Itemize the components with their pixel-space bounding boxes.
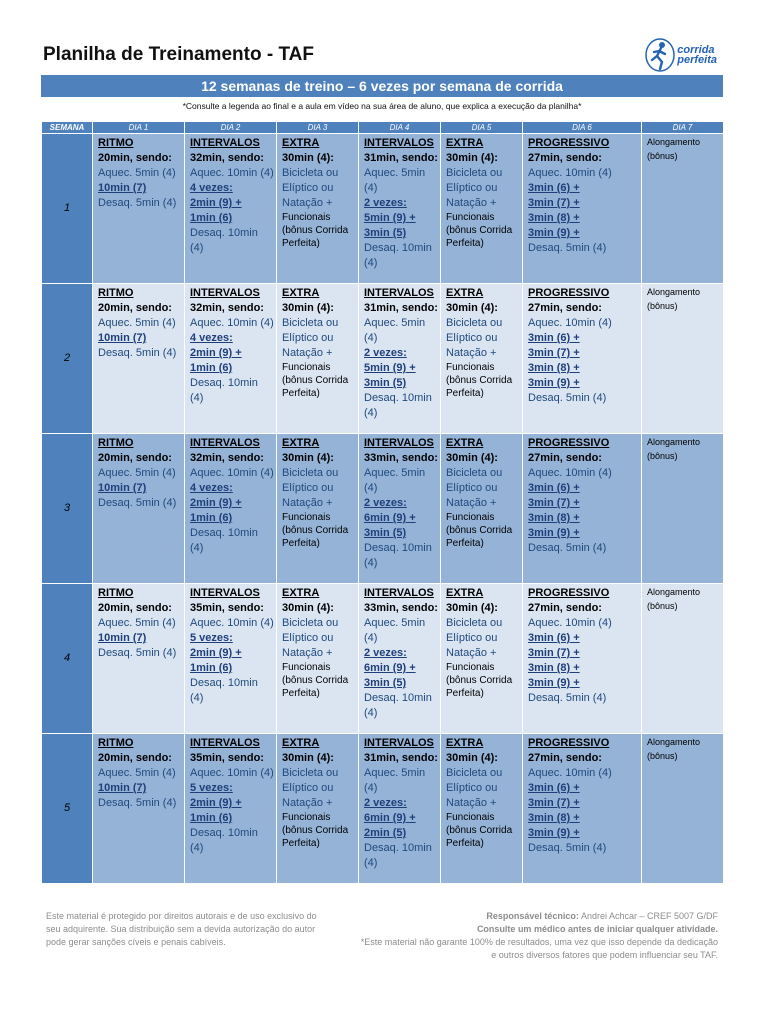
workout-line: Desaq. 10min (4) — [364, 542, 432, 569]
workout-line: 27min, sendo: — [528, 752, 602, 764]
day-cell-dia-1 — [93, 434, 185, 584]
workout-line: Aquec. 10min (4) — [528, 467, 612, 479]
day-cell-dia-1 — [93, 284, 185, 434]
workout-line: Funcionais — [446, 362, 495, 373]
day-cell-dia-3 — [277, 284, 359, 434]
workout-line: 3min (7) + — [528, 197, 580, 209]
workout-line: 2min (9) + — [190, 647, 242, 659]
workout-line: Aquec. 10min (4) — [190, 617, 274, 629]
workout-line: Funcionais — [282, 662, 331, 673]
workout-type: EXTRA — [446, 287, 484, 299]
workout-line: 2min (9) + — [190, 347, 242, 359]
workout-line: 4 vezes: — [190, 182, 233, 194]
workout-line: (bônus Corrida Perfeita) — [446, 675, 513, 699]
day-cell-dia-7 — [642, 284, 724, 434]
workout-line: 30min (4): — [282, 152, 334, 164]
training-table — [41, 121, 724, 884]
workout-line: 5min (9) + — [364, 212, 416, 224]
workout-line: Desaq. 10min (4) — [190, 377, 258, 404]
day-cell-dia-1 — [93, 134, 185, 284]
workout-line: 6min (9) + — [364, 812, 416, 824]
workout-line: 10min (7) — [98, 482, 147, 494]
workout-line: Desaq. 5min (4) — [528, 242, 607, 254]
workout-line: 3min (9) + — [528, 227, 580, 239]
workout-line: 31min, sendo: — [364, 152, 438, 164]
workout-type: EXTRA — [446, 587, 484, 599]
table-row — [42, 734, 724, 884]
workout-line: Bicicleta ou Elíptico ou Natação + — [282, 767, 339, 809]
stretching-bonus: Alongamento (bônus) — [647, 437, 701, 461]
workout-line: Desaq. 10min (4) — [190, 677, 258, 704]
workout-line: 2 vezes: — [364, 497, 407, 509]
column-header-dia-4: DIA 4 — [359, 122, 441, 134]
workout-line: Desaq. 10min (4) — [190, 827, 258, 854]
workout-line: Funcionais — [282, 362, 331, 373]
workout-line: 10min (7) — [98, 782, 147, 794]
workout-line: 10min (7) — [98, 332, 147, 344]
document-page — [41, 36, 723, 884]
workout-line: (bônus Corrida Perfeita) — [282, 225, 349, 249]
day-cell-dia-4 — [359, 434, 441, 584]
workout-line: 30min (4): — [282, 452, 334, 464]
workout-line: 3min (6) + — [528, 182, 580, 194]
day-cell-dia-5 — [441, 284, 523, 434]
workout-type: INTERVALOS — [364, 287, 434, 299]
workout-line: Funcionais — [446, 812, 495, 823]
workout-line: Aquec. 10min (4) — [528, 767, 612, 779]
table-row — [42, 134, 724, 284]
day-cell-dia-1 — [93, 734, 185, 884]
day-cell-dia-4 — [359, 734, 441, 884]
workout-line: 35min, sendo: — [190, 602, 264, 614]
workout-line: 3min (8) + — [528, 512, 580, 524]
corrida-perfeita-logo — [645, 38, 717, 72]
workout-line: 1min (6) — [190, 512, 233, 524]
workout-line: Bicicleta ou Elíptico ou Natação + — [446, 317, 503, 359]
workout-line: Desaq. 5min (4) — [98, 347, 177, 359]
workout-line: 3min (5) — [364, 377, 407, 389]
workout-type: RITMO — [98, 737, 134, 749]
workout-line: 20min, sendo: — [98, 602, 172, 614]
day-cell-dia-2 — [185, 284, 277, 434]
day-cell-dia-7 — [642, 584, 724, 734]
day-cell-dia-6 — [523, 134, 642, 284]
page-title: Planilha de Treinamento - TAF — [43, 44, 314, 65]
column-header-dia-2: DIA 2 — [185, 122, 277, 134]
workout-line: 27min, sendo: — [528, 602, 602, 614]
stretching-bonus: Alongamento (bônus) — [647, 287, 701, 311]
workout-line: Bicicleta ou Elíptico ou Natação + — [282, 167, 339, 209]
day-cell-dia-7 — [642, 134, 724, 284]
plan-banner: 12 semanas de treino – 6 vezes por semana de corrida — [41, 75, 723, 97]
workout-type: INTERVALOS — [190, 737, 260, 749]
document-header — [41, 36, 723, 74]
workout-line: Funcionais — [446, 662, 495, 673]
column-header-dia-7: DIA 7 — [642, 122, 724, 134]
workout-line: 30min (4): — [446, 452, 498, 464]
workout-line: 27min, sendo: — [528, 452, 602, 464]
workout-line: Funcionais — [446, 212, 495, 223]
workout-line: Desaq. 5min (4) — [528, 692, 607, 704]
workout-line: (bônus Corrida Perfeita) — [282, 525, 349, 549]
workout-type: EXTRA — [282, 437, 320, 449]
footer — [46, 910, 718, 962]
results-disclaimer: *Este material não garante 100% de resultados, uma vez que isso depende da dedicação e outros diversos fatores que podem influenciar seu TAF. — [360, 937, 718, 960]
workout-line: 3min (8) + — [528, 812, 580, 824]
workout-line: Desaq. 10min (4) — [190, 527, 258, 554]
workout-line: 10min (7) — [98, 632, 147, 644]
workout-line: 30min (4): — [282, 752, 334, 764]
workout-type: EXTRA — [446, 137, 484, 149]
workout-line: Desaq. 10min (4) — [364, 692, 432, 719]
workout-line: Funcionais — [282, 812, 331, 823]
workout-line: Aquec. 5min (4) — [364, 767, 426, 794]
workout-line: Bicicleta ou Elíptico ou Natação + — [282, 467, 339, 509]
workout-line: 35min, sendo: — [190, 752, 264, 764]
logo-word-2: perfeita — [677, 54, 717, 66]
workout-type: RITMO — [98, 137, 134, 149]
workout-line: 3min (6) + — [528, 482, 580, 494]
workout-line: 27min, sendo: — [528, 152, 602, 164]
workout-line: 2min (9) + — [190, 797, 242, 809]
workout-line: Bicicleta ou Elíptico ou Natação + — [282, 317, 339, 359]
day-cell-dia-3 — [277, 134, 359, 284]
workout-line: 31min, sendo: — [364, 752, 438, 764]
workout-line: 5 vezes: — [190, 782, 233, 794]
workout-line: 20min, sendo: — [98, 152, 172, 164]
workout-line: Aquec. 5min (4) — [364, 317, 426, 344]
week-number: 4 — [42, 584, 93, 734]
week-number: 5 — [42, 734, 93, 884]
workout-line: 3min (9) + — [528, 377, 580, 389]
workout-line: Desaq. 5min (4) — [98, 497, 177, 509]
week-number: 1 — [42, 134, 93, 284]
workout-line: Aquec. 5min (4) — [98, 317, 176, 329]
workout-type: INTERVALOS — [364, 587, 434, 599]
workout-line: 6min (9) + — [364, 512, 416, 524]
workout-line: 3min (5) — [364, 527, 407, 539]
workout-type: INTERVALOS — [364, 737, 434, 749]
workout-type: PROGRESSIVO — [528, 137, 610, 149]
table-header-row — [42, 122, 724, 134]
workout-line: (bônus Corrida Perfeita) — [446, 825, 513, 849]
day-cell-dia-4 — [359, 134, 441, 284]
workout-line: Bicicleta ou Elíptico ou Natação + — [446, 617, 503, 659]
workout-line: Aquec. 10min (4) — [528, 317, 612, 329]
workout-type: INTERVALOS — [364, 437, 434, 449]
workout-line: (bônus Corrida Perfeita) — [446, 525, 513, 549]
workout-type: RITMO — [98, 587, 134, 599]
workout-line: Funcionais — [446, 512, 495, 523]
day-cell-dia-7 — [642, 734, 724, 884]
workout-line: 30min (4): — [446, 302, 498, 314]
workout-type: INTERVALOS — [364, 137, 434, 149]
workout-line: Bicicleta ou Elíptico ou Natação + — [446, 167, 503, 209]
workout-type: EXTRA — [282, 737, 320, 749]
workout-line: 10min (7) — [98, 182, 147, 194]
workout-line: 32min, sendo: — [190, 152, 264, 164]
workout-line: Bicicleta ou Elíptico ou Natação + — [282, 617, 339, 659]
workout-line: 33min, sendo: — [364, 602, 438, 614]
workout-line: 3min (5) — [364, 227, 407, 239]
workout-line: 5 vezes: — [190, 632, 233, 644]
workout-line: 3min (9) + — [528, 677, 580, 689]
day-cell-dia-6 — [523, 584, 642, 734]
workout-line: Desaq. 5min (4) — [98, 197, 177, 209]
table-row — [42, 284, 724, 434]
workout-line: 3min (7) + — [528, 647, 580, 659]
workout-line: Desaq. 10min (4) — [190, 227, 258, 254]
workout-type: EXTRA — [282, 287, 320, 299]
workout-line: 2 vezes: — [364, 797, 407, 809]
workout-line: Desaq. 5min (4) — [98, 797, 177, 809]
workout-line: 30min (4): — [282, 602, 334, 614]
column-header-dia-6: DIA 6 — [523, 122, 642, 134]
column-header-dia-3: DIA 3 — [277, 122, 359, 134]
day-cell-dia-5 — [441, 134, 523, 284]
workout-line: (bônus Corrida Perfeita) — [282, 675, 349, 699]
resp-value: Andrei Achcar – CREF 5007 G/DF — [580, 911, 718, 921]
workout-line: 31min, sendo: — [364, 302, 438, 314]
week-number: 3 — [42, 434, 93, 584]
workout-line: Desaq. 10min (4) — [364, 242, 432, 269]
workout-line: Desaq. 10min (4) — [364, 842, 432, 869]
workout-line: Aquec. 5min (4) — [98, 467, 176, 479]
workout-line: Aquec. 10min (4) — [190, 767, 274, 779]
stretching-bonus: Alongamento (bônus) — [647, 737, 701, 761]
workout-line: 4 vezes: — [190, 332, 233, 344]
workout-line: (bônus Corrida Perfeita) — [282, 375, 349, 399]
workout-line: Aquec. 5min (4) — [364, 467, 426, 494]
workout-line: (bônus Corrida Perfeita) — [282, 825, 349, 849]
day-cell-dia-5 — [441, 434, 523, 584]
workout-line: 2 vezes: — [364, 197, 407, 209]
workout-line: 20min, sendo: — [98, 752, 172, 764]
workout-line: Aquec. 10min (4) — [528, 617, 612, 629]
workout-type: INTERVALOS — [190, 137, 260, 149]
day-cell-dia-5 — [441, 734, 523, 884]
workout-line: 3min (9) + — [528, 527, 580, 539]
workout-line: (bônus Corrida Perfeita) — [446, 225, 513, 249]
workout-line: 3min (7) + — [528, 347, 580, 359]
workout-line: 20min, sendo: — [98, 302, 172, 314]
workout-type: EXTRA — [446, 737, 484, 749]
stretching-bonus: Alongamento (bônus) — [647, 137, 701, 161]
workout-line: Aquec. 10min (4) — [190, 167, 274, 179]
day-cell-dia-6 — [523, 284, 642, 434]
workout-line: 30min (4): — [282, 302, 334, 314]
day-cell-dia-4 — [359, 584, 441, 734]
workout-line: 2 vezes: — [364, 647, 407, 659]
workout-type: RITMO — [98, 437, 134, 449]
workout-line: 5min (9) + — [364, 362, 416, 374]
runner-icon — [645, 38, 675, 72]
day-cell-dia-3 — [277, 734, 359, 884]
workout-line: 32min, sendo: — [190, 452, 264, 464]
workout-line: 3min (6) + — [528, 632, 580, 644]
workout-line: 3min (6) + — [528, 332, 580, 344]
workout-line: Aquec. 5min (4) — [98, 617, 176, 629]
footer-right — [358, 910, 718, 962]
workout-line: 4 vezes: — [190, 482, 233, 494]
logo-word-1: corrida — [677, 44, 715, 56]
workout-line: 2 vezes: — [364, 347, 407, 359]
workout-line: Desaq. 5min (4) — [528, 392, 607, 404]
technical-responsible — [358, 910, 718, 923]
day-cell-dia-5 — [441, 584, 523, 734]
workout-type: PROGRESSIVO — [528, 737, 610, 749]
workout-type: EXTRA — [446, 437, 484, 449]
workout-line: Aquec. 5min (4) — [98, 767, 176, 779]
day-cell-dia-2 — [185, 134, 277, 284]
day-cell-dia-2 — [185, 734, 277, 884]
workout-line: 2min (9) + — [190, 197, 242, 209]
day-cell-dia-6 — [523, 434, 642, 584]
workout-type: EXTRA — [282, 137, 320, 149]
day-cell-dia-4 — [359, 284, 441, 434]
workout-line: 3min (8) + — [528, 212, 580, 224]
workout-line: 30min (4): — [446, 602, 498, 614]
column-header-dia-5: DIA 5 — [441, 122, 523, 134]
table-row — [42, 584, 724, 734]
workout-line: 3min (7) + — [528, 497, 580, 509]
workout-line: 1min (6) — [190, 212, 233, 224]
workout-line: 33min, sendo: — [364, 452, 438, 464]
week-number: 2 — [42, 284, 93, 434]
workout-line: 6min (9) + — [364, 662, 416, 674]
workout-type: PROGRESSIVO — [528, 287, 610, 299]
workout-line: Aquec. 5min (4) — [364, 617, 426, 644]
workout-type: EXTRA — [282, 587, 320, 599]
column-header-semana: SEMANA — [42, 122, 93, 134]
workout-line: Aquec. 10min (4) — [528, 167, 612, 179]
workout-line: Desaq. 10min (4) — [364, 392, 432, 419]
workout-line: 20min, sendo: — [98, 452, 172, 464]
workout-line: 3min (7) + — [528, 797, 580, 809]
workout-line: 3min (8) + — [528, 662, 580, 674]
day-cell-dia-3 — [277, 434, 359, 584]
workout-line: Aquec. 10min (4) — [190, 467, 274, 479]
day-cell-dia-2 — [185, 584, 277, 734]
workout-line: (bônus Corrida Perfeita) — [446, 375, 513, 399]
workout-line: Aquec. 5min (4) — [364, 167, 426, 194]
day-cell-dia-7 — [642, 434, 724, 584]
workout-line: Aquec. 5min (4) — [98, 167, 176, 179]
workout-line: 2min (5) — [364, 827, 407, 839]
day-cell-dia-2 — [185, 434, 277, 584]
workout-line: Funcionais — [282, 212, 331, 223]
workout-line: Bicicleta ou Elíptico ou Natação + — [446, 767, 503, 809]
workout-line: 27min, sendo: — [528, 302, 602, 314]
legend-note: *Consulte a legenda ao final e a aula em vídeo na sua área de aluno, que explica a execução da planilha* — [182, 101, 582, 111]
workout-line: 2min (9) + — [190, 497, 242, 509]
workout-line: Desaq. 5min (4) — [528, 842, 607, 854]
resp-label: Responsável técnico: — [486, 911, 579, 921]
workout-line: Desaq. 5min (4) — [98, 647, 177, 659]
workout-line: Bicicleta ou Elíptico ou Natação + — [446, 467, 503, 509]
workout-type: PROGRESSIVO — [528, 437, 610, 449]
workout-type: INTERVALOS — [190, 287, 260, 299]
workout-type: PROGRESSIVO — [528, 587, 610, 599]
workout-line: 3min (9) + — [528, 827, 580, 839]
medical-warning: Consulte um médico antes de iniciar qualquer atividade. — [476, 924, 718, 934]
stretching-bonus: Alongamento (bônus) — [647, 587, 701, 611]
workout-type: INTERVALOS — [190, 587, 260, 599]
workout-line: Aquec. 10min (4) — [190, 317, 274, 329]
workout-line: 30min (4): — [446, 152, 498, 164]
workout-line: 1min (6) — [190, 662, 233, 674]
column-header-dia-1: DIA 1 — [93, 122, 185, 134]
workout-line: Desaq. 5min (4) — [528, 542, 607, 554]
copyright-notice: Este material é protegido por direitos autorais e de uso exclusivo do seu adquirente. Sua distribuição sem a devida autorização do autor pode gerar sanções cíveis e penais cabíveis. — [46, 911, 317, 947]
workout-line: 1min (6) — [190, 812, 233, 824]
workout-line: 3min (5) — [364, 677, 407, 689]
day-cell-dia-6 — [523, 734, 642, 884]
workout-type: RITMO — [98, 287, 134, 299]
workout-line: Funcionais — [282, 512, 331, 523]
workout-line: 32min, sendo: — [190, 302, 264, 314]
day-cell-dia-3 — [277, 584, 359, 734]
workout-line: 3min (8) + — [528, 362, 580, 374]
workout-type: INTERVALOS — [190, 437, 260, 449]
table-row — [42, 434, 724, 584]
workout-line: 3min (6) + — [528, 782, 580, 794]
workout-line: 1min (6) — [190, 362, 233, 374]
workout-line: 30min (4): — [446, 752, 498, 764]
day-cell-dia-1 — [93, 584, 185, 734]
